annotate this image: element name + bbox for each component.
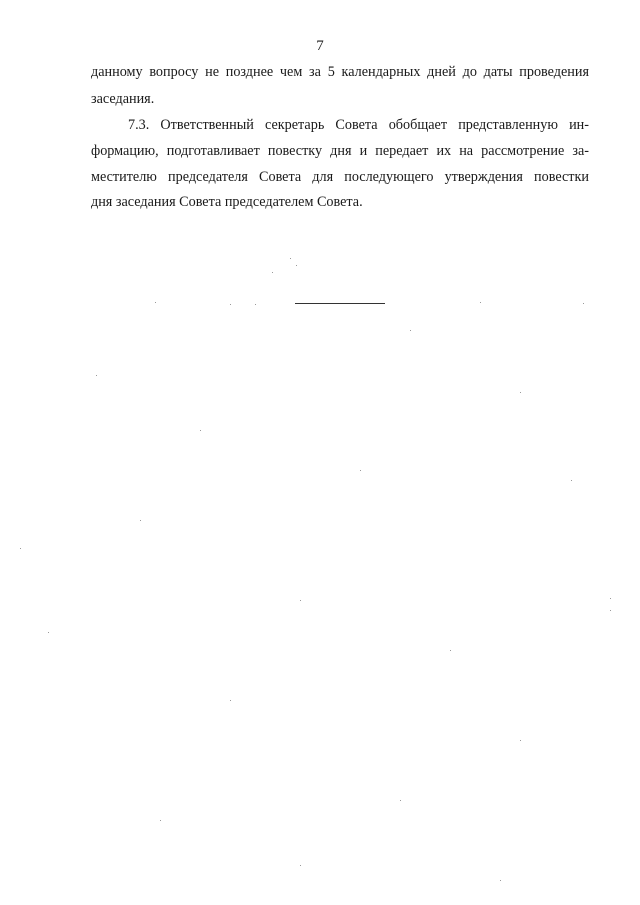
paragraph-2-line-3: местителю председателя Совета для последующего утверждения повестки — [91, 169, 589, 185]
scan-speck — [230, 304, 231, 305]
scan-speck — [300, 600, 301, 601]
scan-speck — [272, 272, 273, 273]
scan-speck — [160, 820, 161, 821]
scan-speck — [200, 430, 201, 431]
paragraph-1-line-2: заседания. — [91, 91, 155, 107]
scan-speck — [296, 265, 297, 266]
scan-speck — [610, 598, 611, 599]
scan-speck — [500, 880, 501, 881]
scan-speck — [96, 375, 97, 376]
scan-speck — [400, 800, 401, 801]
paragraph-2-line-4: дня заседания Совета председателем Совета. — [91, 194, 363, 210]
scan-speck — [300, 865, 301, 866]
scan-speck — [290, 258, 291, 259]
scan-speck — [255, 304, 256, 305]
scan-speck — [480, 302, 481, 303]
scan-speck — [520, 740, 521, 741]
scan-speck — [610, 610, 611, 611]
scan-speck — [360, 470, 361, 471]
end-of-document-rule — [295, 303, 385, 304]
scan-speck — [571, 480, 572, 481]
scan-speck — [20, 548, 21, 549]
scan-speck — [583, 303, 584, 304]
scan-speck — [410, 330, 411, 331]
scan-speck — [230, 700, 231, 701]
paragraph-2-line-1: 7.3. Ответственный секретарь Совета обобщает представленную ин- — [128, 117, 589, 133]
page-number: 7 — [316, 38, 324, 54]
scan-speck — [450, 650, 451, 651]
scan-speck — [48, 632, 49, 633]
scan-speck — [140, 520, 141, 521]
paragraph-2-line-2: формацию, подготавливает повестку дня и передает их на рассмотрение за- — [91, 143, 589, 159]
scan-speck — [155, 302, 156, 303]
scan-speck — [520, 392, 521, 393]
paragraph-1-line-1: данному вопросу не позднее чем за 5 календарных дней до даты проведения — [91, 64, 589, 80]
